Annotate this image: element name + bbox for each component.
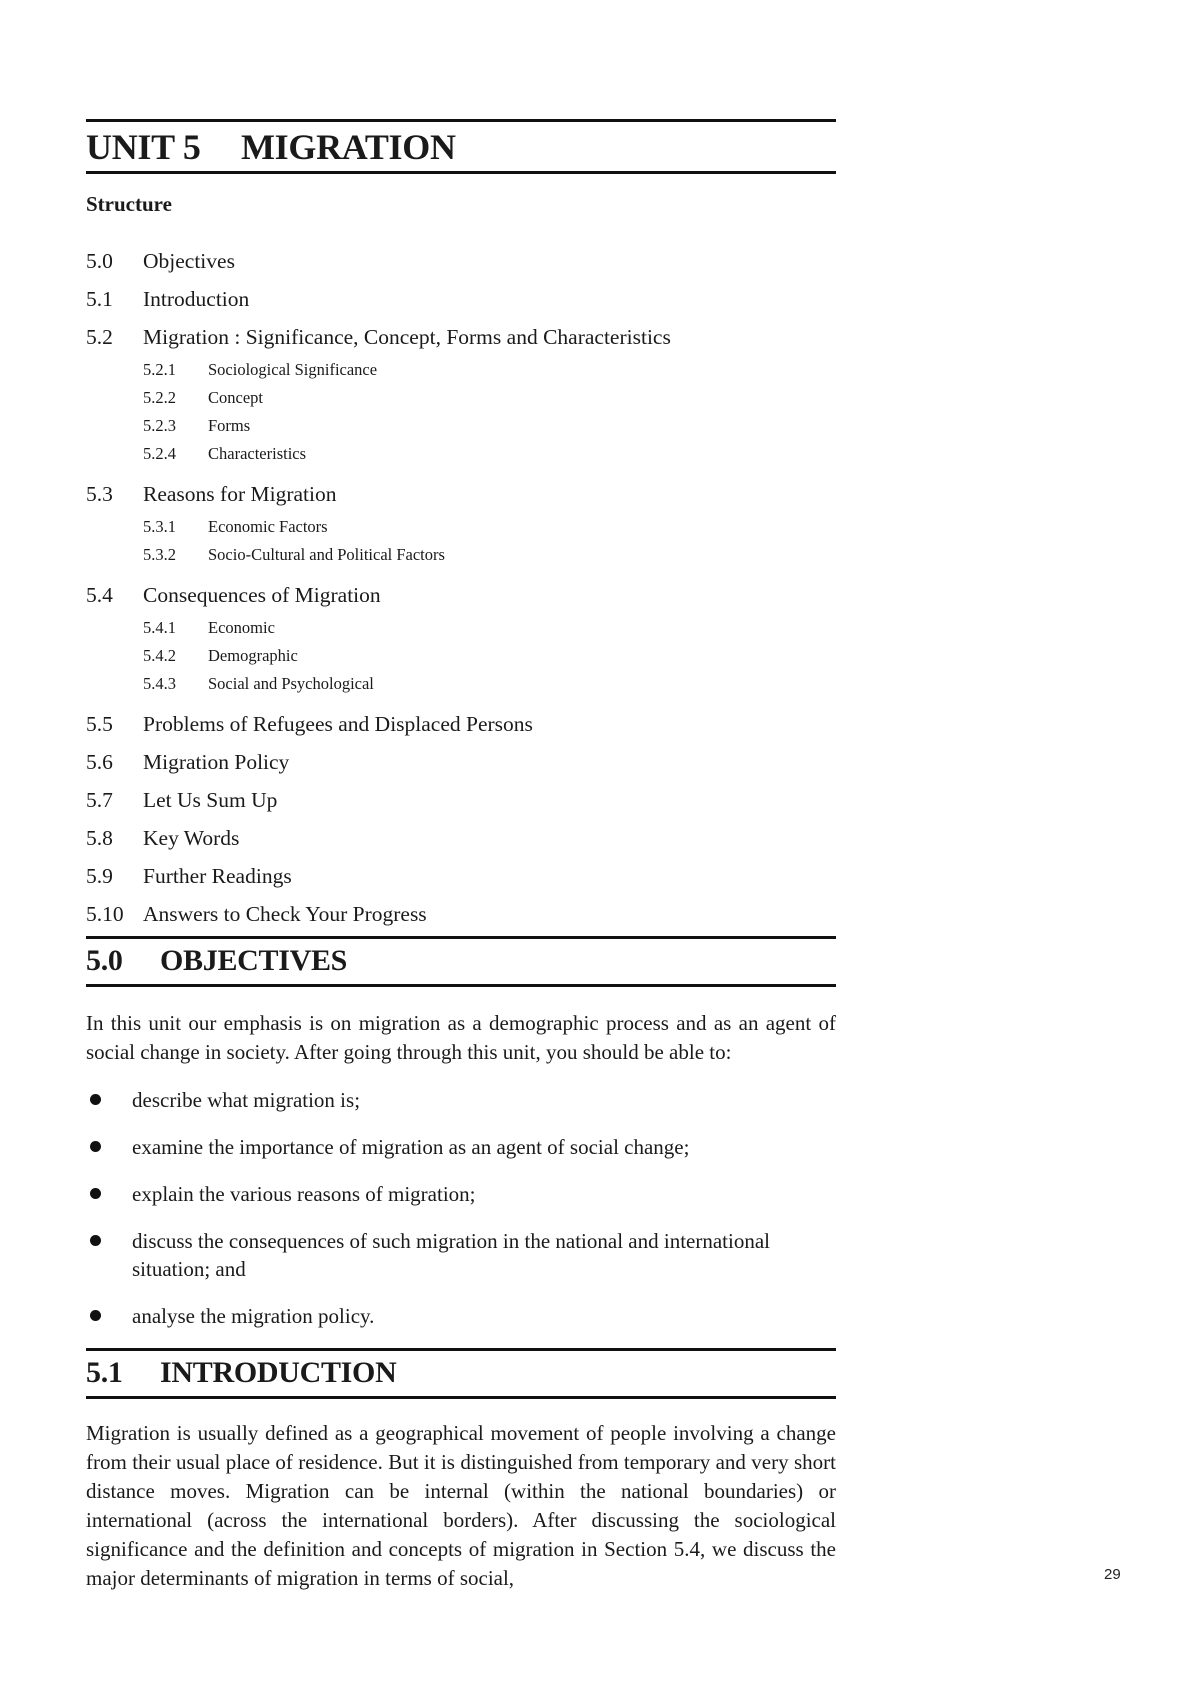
unit-bottom-rule [86,171,836,174]
toc-subitem-title: Sociological Significance [208,360,378,379]
toc-subitem-title: Economic Factors [208,517,328,536]
toc-item [86,743,836,781]
objectives-list [86,1086,836,1330]
objective-text: explain the various reasons of migration; [132,1182,476,1206]
toc-item-title: Key Words [143,826,240,850]
objectives-intro: In this unit our emphasis is on migration as a demographic process and as an agent of social change in society. After going through this unit, you should be able to: [86,1011,836,1064]
page-number: 29 [1104,1566,1121,1583]
toc-item [86,280,836,318]
toc-item-title: Reasons for Migration [143,482,337,506]
objectives-number: 5.0 [86,944,123,977]
toc-subitem-number: 5.2.2 [143,388,176,407]
toc-subitem-number: 5.2.1 [143,360,176,379]
toc-item [86,857,836,895]
bullet-icon [90,1310,101,1321]
toc-item [86,242,836,280]
toc-item [86,318,836,356]
introduction-title: INTRODUCTION [160,1356,397,1389]
toc-subitem-title: Demographic [208,646,298,665]
toc-item [86,705,836,743]
objective-text: discuss the consequences of such migration in the national and international situation; and [132,1229,770,1281]
objective-text: examine the importance of migration as an agent of social change; [132,1135,690,1159]
introduction-number: 5.1 [86,1356,123,1389]
toc-subitem-number: 5.2.4 [143,444,176,463]
toc-item [86,576,836,614]
toc-subitem-number: 5.4.1 [143,618,176,637]
unit-top-rule [86,119,836,122]
toc-item-number: 5.0 [86,249,113,273]
toc-subitem-title: Social and Psychological [208,674,374,693]
objective-item [86,1302,836,1330]
objective-item [86,1227,836,1283]
toc-subitem-title: Economic [208,618,275,637]
objective-text: describe what migration is; [132,1088,361,1112]
page [86,0,836,1593]
toc-item-title: Problems of Refugees and Displaced Persons [143,712,533,736]
toc-subitem-number: 5.4.3 [143,674,176,693]
toc-subitem [86,384,836,412]
introduction-bottom-rule [86,1396,836,1399]
toc-item-title: Let Us Sum Up [143,788,278,812]
toc-group-spacer [86,698,836,705]
toc-item [86,781,836,819]
table-of-contents [86,242,836,933]
objectives-top-rule [86,936,836,939]
objective-item [86,1086,836,1114]
toc-subitem-number: 5.3.2 [143,545,176,564]
introduction-heading [86,1352,836,1394]
structure-label: Structure [86,192,172,216]
unit-title: MIGRATION [241,127,456,167]
toc-subitem-title: Concept [208,388,263,407]
objectives-title: OBJECTIVES [160,944,348,977]
toc-subitem-number: 5.3.1 [143,517,176,536]
toc-group-spacer [86,468,836,475]
toc-subitem [86,670,836,698]
toc-subitem-title: Socio-Cultural and Political Factors [208,545,445,564]
toc-item [86,475,836,513]
toc-subitem-number: 5.2.3 [143,416,176,435]
objective-item [86,1180,836,1208]
bullet-icon [90,1141,101,1152]
bullet-icon [90,1188,101,1199]
toc-subitem [86,513,836,541]
objectives-bottom-rule [86,984,836,987]
toc-item [86,819,836,857]
toc-item-number: 5.1 [86,287,113,311]
objectives-heading [86,940,836,982]
toc-item-title: Migration Policy [143,750,290,774]
toc-subitem-title: Forms [208,416,251,435]
bullet-icon [90,1235,101,1246]
toc-subitem [86,642,836,670]
toc-subitem-title: Characteristics [208,444,307,463]
toc-item-title: Answers to Check Your Progress [143,902,427,926]
toc-subitem [86,412,836,440]
objective-text: analyse the migration policy. [132,1304,375,1328]
toc-subitem [86,614,836,642]
toc-item-number: 5.4 [86,583,113,607]
toc-item-number: 5.7 [86,788,113,812]
introduction-top-rule [86,1348,836,1351]
toc-subitem [86,356,836,384]
toc-item-title: Further Readings [143,864,292,888]
toc-subitem-number: 5.4.2 [143,646,176,665]
toc-item-title: Introduction [143,287,250,311]
toc-item-number: 5.9 [86,864,113,888]
unit-number: UNIT 5 [86,127,201,167]
toc-item-number: 5.2 [86,325,113,349]
toc-item-number: 5.3 [86,482,113,506]
unit-heading [86,124,836,170]
toc-item [86,895,836,933]
toc-item-number: 5.10 [86,902,124,926]
toc-subitem [86,440,836,468]
toc-item-title: Objectives [143,249,235,273]
toc-item-title: Migration : Significance, Concept, Forms and Characteristics [143,325,671,349]
objective-item [86,1133,836,1161]
toc-subitem [86,541,836,569]
toc-item-title: Consequences of Migration [143,583,381,607]
introduction-text: Migration is usually defined as a geographical movement of people involving a change from their usual place of residence. But it is distinguished from temporary and very short distance moves. Migration can be internal (within the national boundaries) or international (across the international borders). After discussing the sociological significance and the definition and concepts of migration in Section 5.4, we discuss the major determinants of migration in terms of social, [86,1421,836,1590]
bullet-icon [90,1094,101,1105]
toc-item-number: 5.8 [86,826,113,850]
toc-group-spacer [86,569,836,576]
toc-item-number: 5.6 [86,750,113,774]
toc-item-number: 5.5 [86,712,113,736]
